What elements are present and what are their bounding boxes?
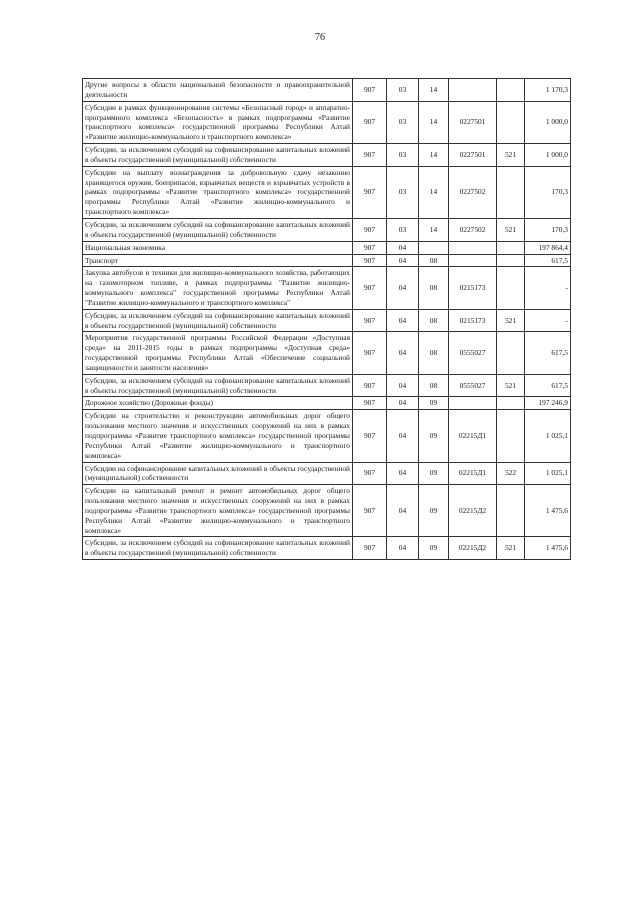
target-article-cell: 0555027: [449, 332, 497, 374]
expense-type-cell: [497, 254, 525, 267]
target-article-cell: [449, 241, 497, 254]
subsection-code-cell: 14: [419, 218, 449, 241]
amount-cell: 1 000,0: [525, 101, 571, 143]
table-row: [83, 254, 571, 267]
table-row: [83, 374, 571, 397]
section-code-cell: 03: [387, 144, 419, 167]
target-article-cell: 02215Д1: [449, 410, 497, 462]
table-row: [83, 309, 571, 332]
ministry-code-cell: 907: [353, 79, 387, 102]
table-row: [83, 537, 571, 560]
subsection-code-cell: 08: [419, 332, 449, 374]
ministry-code-cell: 907: [353, 485, 387, 537]
amount-cell: 1 475,6: [525, 537, 571, 560]
subsection-code-cell: 09: [419, 537, 449, 560]
ministry-code-cell: 907: [353, 462, 387, 485]
subsection-code-cell: 14: [419, 166, 449, 218]
subsection-code-cell: 08: [419, 374, 449, 397]
amount-cell: 170,3: [525, 166, 571, 218]
amount-cell: 1 475,6: [525, 485, 571, 537]
section-code-cell: 03: [387, 166, 419, 218]
section-code-cell: 04: [387, 309, 419, 332]
subsection-code-cell: 14: [419, 144, 449, 167]
ministry-code-cell: 907: [353, 309, 387, 332]
table-row: [83, 332, 571, 374]
section-code-cell: 04: [387, 374, 419, 397]
section-code-cell: 04: [387, 462, 419, 485]
target-article-cell: 0227501: [449, 144, 497, 167]
ministry-code-cell: 907: [353, 101, 387, 143]
ministry-code-cell: 907: [353, 166, 387, 218]
amount-cell: 197 864,4: [525, 241, 571, 254]
expense-type-cell: 521: [497, 537, 525, 560]
row-name-cell: Субсидии в рамках функционирования системы «Безопасный город» и аппаратно-программного комплекса «Безопасность» в рамках подпрограммы «Развитие транспортного комплекса» государственной программы Республики Алтай »Развитие жилищно-коммунального и транспортного комплекса»: [83, 101, 353, 143]
row-name-cell: Транспорт: [83, 254, 353, 267]
table-row: [83, 144, 571, 167]
ministry-code-cell: 907: [353, 374, 387, 397]
subsection-code-cell: 08: [419, 309, 449, 332]
ministry-code-cell: 907: [353, 397, 387, 410]
expense-type-cell: 522: [497, 462, 525, 485]
ministry-code-cell: 907: [353, 241, 387, 254]
row-name-cell: Субсидии на софинансирование капитальных вложений в объекты государственной (муниципальной) собственности: [83, 462, 353, 485]
amount-cell: 617,5: [525, 374, 571, 397]
row-name-cell: Субсидии, за исключением субсидий на софинансирование капитальных вложений в объекты государственной (муниципальной) собственности: [83, 374, 353, 397]
expense-type-cell: [497, 267, 525, 309]
row-name-cell: Субсидии на выплату вознаграждения за добровольную сдачу незаконно хранящегося оружия, боеприпасов, взрывчатых веществ и взрывчатых устройств в рамках подпрограммы «Развитие транспортного комплекса» государственной программы Республики Алтай «Развитие жилищно-коммунального и транспортного комплекса»: [83, 166, 353, 218]
section-code-cell: 04: [387, 410, 419, 462]
table-row: [83, 397, 571, 410]
subsection-code-cell: 08: [419, 254, 449, 267]
amount-cell: 617,5: [525, 332, 571, 374]
expense-type-cell: 521: [497, 374, 525, 397]
section-code-cell: 04: [387, 397, 419, 410]
target-article-cell: 0215173: [449, 267, 497, 309]
subsection-code-cell: 09: [419, 410, 449, 462]
amount-cell: 617,5: [525, 254, 571, 267]
amount-cell: -: [525, 267, 571, 309]
table-row: [83, 218, 571, 241]
target-article-cell: [449, 397, 497, 410]
target-article-cell: 0555027: [449, 374, 497, 397]
amount-cell: 1 170,3: [525, 79, 571, 102]
budget-table-body: [83, 79, 571, 560]
subsection-code-cell: 14: [419, 101, 449, 143]
table-row: [83, 410, 571, 462]
section-code-cell: 03: [387, 101, 419, 143]
row-name-cell: Субсидии на строительство и реконструкцию автомобильных дорог общего пользования местного значения и искусственных сооружений на них в рамках подпрограммы «Развитие транспортного комплекса» государственной программы Республики Алтай «Развитие жилищно-коммунального и транспортного комплекса»: [83, 410, 353, 462]
table-row: [83, 462, 571, 485]
expense-type-cell: [497, 485, 525, 537]
section-code-cell: 04: [387, 485, 419, 537]
expense-type-cell: [497, 332, 525, 374]
amount-cell: 170,3: [525, 218, 571, 241]
budget-table: [82, 78, 571, 560]
expense-type-cell: [497, 166, 525, 218]
subsection-code-cell: [419, 241, 449, 254]
amount-cell: -: [525, 309, 571, 332]
subsection-code-cell: 09: [419, 397, 449, 410]
ministry-code-cell: 907: [353, 410, 387, 462]
subsection-code-cell: 09: [419, 462, 449, 485]
section-code-cell: 04: [387, 537, 419, 560]
row-name-cell: Субсидии, за исключением субсидий на софинансирование капитальных вложений в объекты государственной (муниципальной) собственности: [83, 309, 353, 332]
target-article-cell: [449, 79, 497, 102]
row-name-cell: Национальная экономика: [83, 241, 353, 254]
expense-type-cell: [497, 101, 525, 143]
ministry-code-cell: 907: [353, 254, 387, 267]
page-number: 76: [315, 32, 325, 43]
table-row: [83, 485, 571, 537]
ministry-code-cell: 907: [353, 218, 387, 241]
row-name-cell: Субсидии, за исключением субсидий на софинансирование капитальных вложений в объекты государственной (муниципальной) собственности: [83, 144, 353, 167]
section-code-cell: 03: [387, 79, 419, 102]
amount-cell: 1 025,1: [525, 462, 571, 485]
subsection-code-cell: 09: [419, 485, 449, 537]
row-name-cell: Другие вопросы в области национальной безопасности и правоохранительной деятельности: [83, 79, 353, 102]
expense-type-cell: 521: [497, 218, 525, 241]
expense-type-cell: [497, 79, 525, 102]
expense-type-cell: [497, 410, 525, 462]
amount-cell: 1 025,1: [525, 410, 571, 462]
ministry-code-cell: 907: [353, 537, 387, 560]
row-name-cell: Субсидии, за исключением субсидий на софинансирование капитальных вложений в объекты государственной (муниципальной) собственности: [83, 218, 353, 241]
row-name-cell: Дорожное хозяйство (Дорожные фонды): [83, 397, 353, 410]
table-row: [83, 101, 571, 143]
ministry-code-cell: 907: [353, 267, 387, 309]
target-article-cell: 0215173: [449, 309, 497, 332]
expense-type-cell: 521: [497, 309, 525, 332]
table-row: [83, 241, 571, 254]
section-code-cell: 04: [387, 332, 419, 374]
row-name-cell: Закупка автобусов и техники для жилищно-коммунального хозяйства, работающих на газомоторном топливе, в рамках подпрограммы "Развитие жилищно-коммунального комплекса" государственной программы Республики Алтай "Развитие жилищно-коммунального и транспортного комплекса": [83, 267, 353, 309]
target-article-cell: 02215Д2: [449, 485, 497, 537]
subsection-code-cell: 08: [419, 267, 449, 309]
ministry-code-cell: 907: [353, 144, 387, 167]
section-code-cell: 04: [387, 267, 419, 309]
expense-type-cell: 521: [497, 144, 525, 167]
amount-cell: 197 246,9: [525, 397, 571, 410]
row-name-cell: Мероприятия государственной программы Российской Федерации «Доступная среда» на 2011-2015 годы в рамках подпрограммы «Доступная среда» государственной программы Республики Алтай «Обеспечение социальной защищенности и занятости населения»: [83, 332, 353, 374]
amount-cell: 1 000,0: [525, 144, 571, 167]
row-name-cell: Субсидии на капитальный ремонт и ремонт автомобильных дорог общего пользования местного значения и искусственных сооружений на них в рамках подпрограммы «Развитие транспортного комплекса» государственной программы Республики Алтай «Развитие жилищно-коммунального и транспортного комплекса»: [83, 485, 353, 537]
section-code-cell: 04: [387, 254, 419, 267]
table-row: [83, 166, 571, 218]
target-article-cell: 02215Д2: [449, 537, 497, 560]
section-code-cell: 04: [387, 241, 419, 254]
expense-type-cell: [497, 397, 525, 410]
table-row: [83, 267, 571, 309]
target-article-cell: 0227502: [449, 218, 497, 241]
target-article-cell: 02215Д1: [449, 462, 497, 485]
target-article-cell: [449, 254, 497, 267]
subsection-code-cell: 14: [419, 79, 449, 102]
table-row: [83, 79, 571, 102]
target-article-cell: 0227501: [449, 101, 497, 143]
section-code-cell: 03: [387, 218, 419, 241]
expense-type-cell: [497, 241, 525, 254]
ministry-code-cell: 907: [353, 332, 387, 374]
row-name-cell: Субсидии, за исключением субсидий на софинансирование капитальных вложений в объекты государственной (муниципальной) собственности: [83, 537, 353, 560]
target-article-cell: 0227502: [449, 166, 497, 218]
